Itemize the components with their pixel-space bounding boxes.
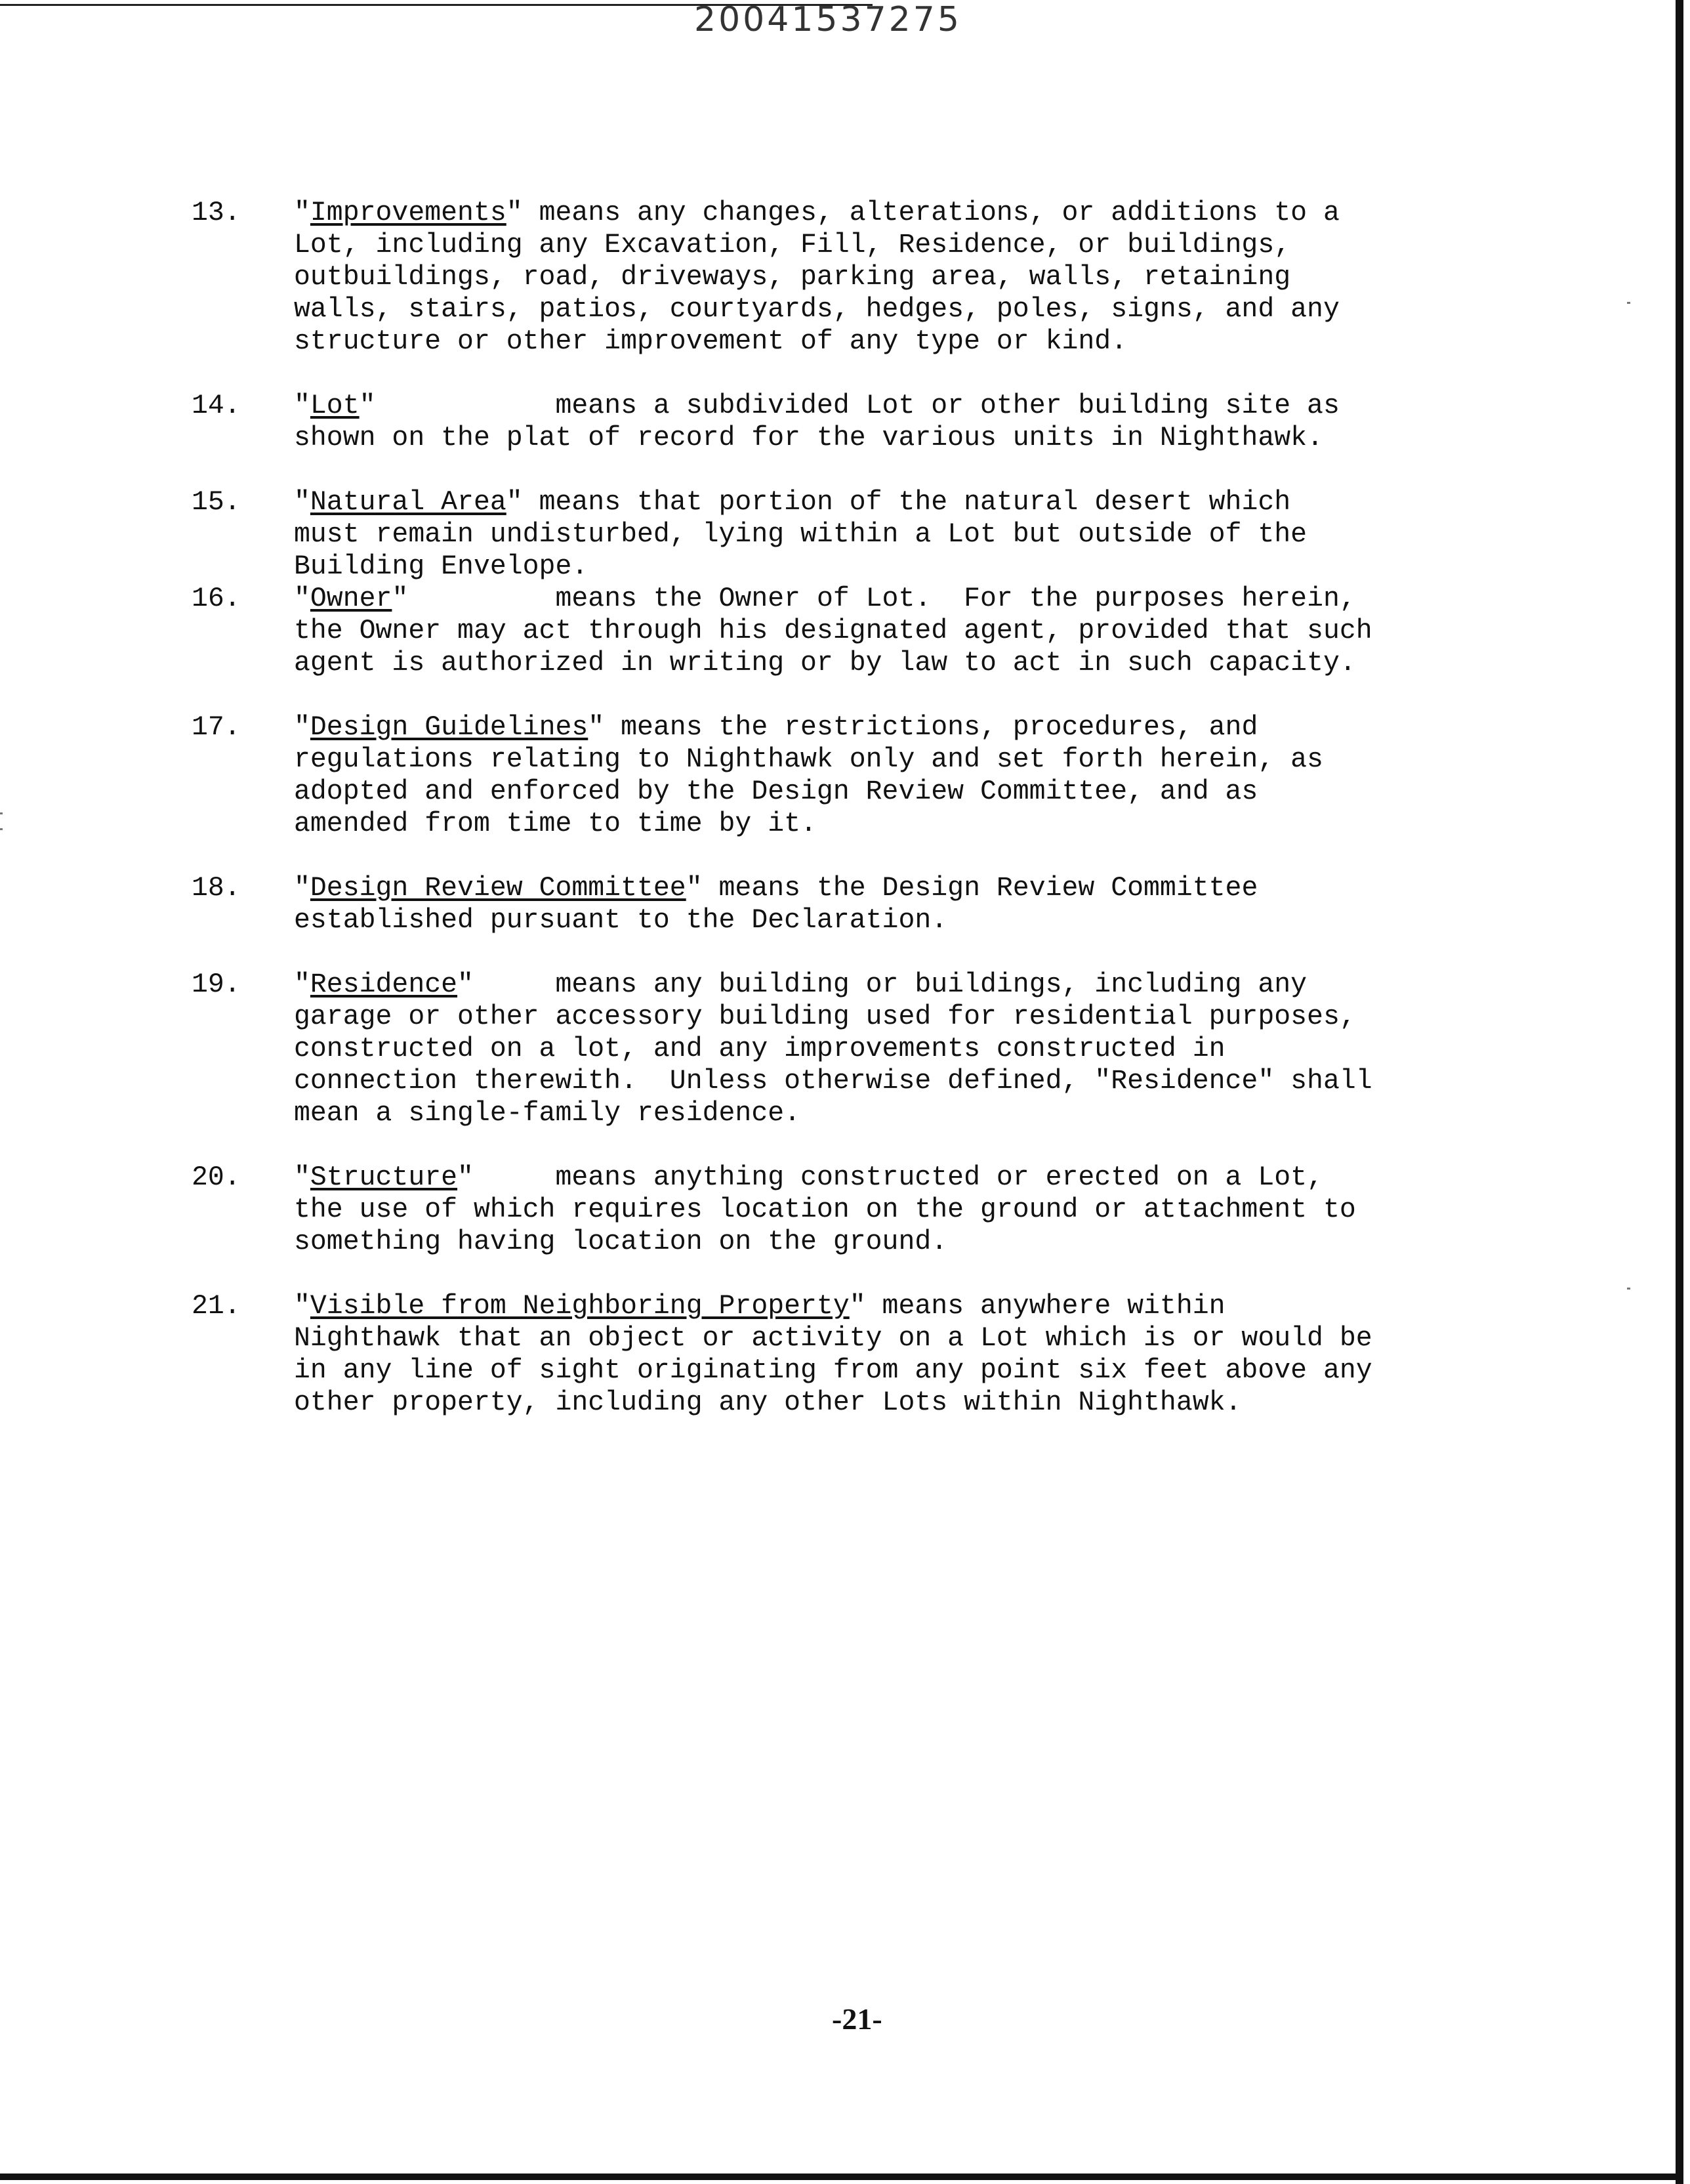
definition-17: 17. "Design Guidelines" means the restrictions, procedures, and regulations relating to Nighthawk only and set forth herein, as adopted and enforced by the Design Review Committee, and as amended from time to time by it. bbox=[192, 712, 1323, 839]
definition-number: 17. bbox=[192, 712, 241, 743]
definition-number: 19. bbox=[192, 969, 241, 1000]
defined-term: Design Guidelines bbox=[310, 712, 588, 743]
definition-number: 16. bbox=[192, 583, 241, 614]
definition-20: 20. "Structure" means anything constructed or erected on a Lot, the use of which requires location on the ground or attachment to something having location on the ground. bbox=[192, 1162, 1356, 1257]
definition-13: 13. "Improvements" means any changes, alterations, or additions to a Lot, including any Excavation, Fill, Residence, or buildings, outbuildings, road, driveways, parking area, walls, retaining walls, stairs, patios, courtyards, hedges, poles, signs, and any structure or other improvement of any type or kind. bbox=[192, 198, 1340, 357]
definition-21: 21. "Visible from Neighboring Property" means anywhere within Nighthawk that an object or activity on a Lot which is or would be in any line of sight originating from any point six feet above any other property, including any other Lots within Nighthawk. bbox=[192, 1291, 1372, 1418]
defined-term: Design Review Committee bbox=[310, 873, 686, 904]
defined-term: Residence bbox=[310, 969, 458, 1000]
defined-term: Structure bbox=[310, 1162, 458, 1193]
definition-number: 15. bbox=[192, 487, 241, 518]
definition-number: 21. bbox=[192, 1291, 241, 1322]
definitions-list bbox=[192, 197, 1543, 1451]
scan-speck bbox=[0, 828, 3, 830]
defined-term: Visible from Neighboring Property bbox=[310, 1291, 850, 1322]
definition-number: 18. bbox=[192, 873, 241, 904]
defined-term: Owner bbox=[310, 583, 392, 614]
scan-bottom-border bbox=[0, 2174, 1683, 2180]
scan-speck bbox=[1627, 302, 1630, 304]
defined-term: Improvements bbox=[310, 198, 506, 228]
definition-number: 20. bbox=[192, 1162, 241, 1193]
scan-speck bbox=[1627, 1288, 1630, 1290]
definition-15: 15. "Natural Area" means that portion of the natural desert which must remain undisturbed, lying within a Lot but outside of the Building Envelope. bbox=[192, 487, 1308, 582]
page-number: -21- bbox=[832, 2002, 882, 2036]
definition-number: 13. bbox=[192, 198, 241, 228]
definition-18: 18. "Design Review Committee" means the Design Review Committee established pursuant to the Declaration. bbox=[192, 873, 1258, 936]
definition-16: 16. "Owner" means the Owner of Lot. For the purposes herein, the Owner may act through his designated agent, provided that such agent is authorized in writing or by law to act in such capacity. bbox=[192, 583, 1372, 679]
defined-term: Natural Area bbox=[310, 487, 506, 518]
definition-number: 14. bbox=[192, 390, 241, 421]
scan-right-border bbox=[1676, 0, 1683, 2184]
scan-speck bbox=[0, 812, 3, 814]
definition-14: 14. "Lot" means a subdivided Lot or other building site as shown on the plat of record for the various units in Nighthawk. bbox=[192, 390, 1340, 453]
definition-19: 19. "Residence" means any building or buildings, including any garage or other accessory building used for residential purposes, constructed on a lot, and any improvements constructed in connection therewith. Unless otherwise defined, "Residence" shall mean a single-family residence. bbox=[192, 969, 1372, 1129]
recording-number: 20041537275 bbox=[694, 0, 962, 39]
defined-term: Lot bbox=[310, 390, 360, 421]
